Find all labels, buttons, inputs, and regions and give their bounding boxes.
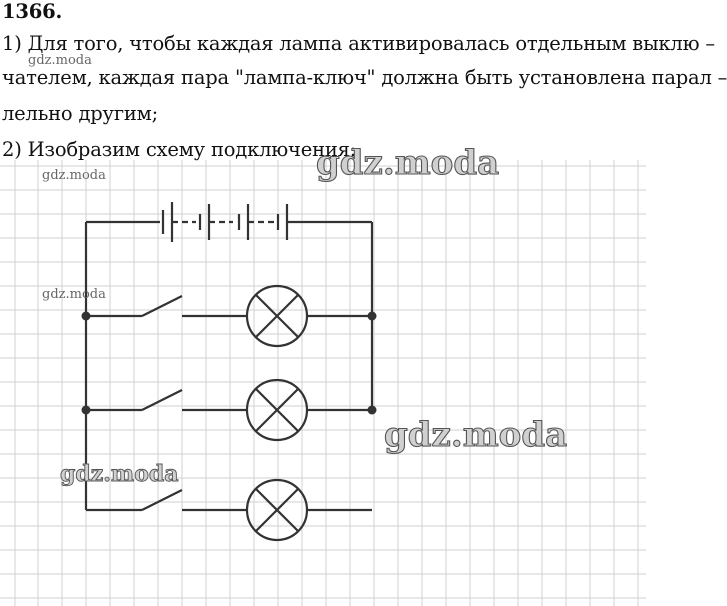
watermark-small-3: gdz.moda xyxy=(42,287,106,302)
switch-1 xyxy=(142,296,182,316)
problem-number: 1366. xyxy=(2,0,63,23)
junction-dot xyxy=(368,406,377,415)
branch-1 xyxy=(86,286,372,346)
grid xyxy=(0,160,646,606)
solution-line-1: 1) Для того, чтобы каждая лампа активировалась отдельным выклю – xyxy=(2,32,715,55)
junctions xyxy=(82,312,377,415)
solution-line-4: 2) Изобразим схему подключения: xyxy=(2,138,357,161)
branch-3 xyxy=(86,480,372,540)
junction-dot xyxy=(82,406,91,415)
solution-line-2: чателем, каждая пара "лампа-ключ" должна быть установлена парал – xyxy=(2,66,727,89)
watermark-small-1: gdz.moda xyxy=(28,53,92,68)
watermark-small-2: gdz.moda xyxy=(42,168,106,183)
watermark-mid-1: gdz.moda xyxy=(60,461,179,487)
switch-2 xyxy=(142,390,182,410)
watermark-big-2: gdz.moda xyxy=(384,415,568,455)
switch-3 xyxy=(142,490,182,510)
watermark-big-1: gdz.moda xyxy=(316,143,500,183)
solution-line-3: лельно другим; xyxy=(2,102,158,125)
branch-2 xyxy=(86,380,372,440)
junction-dot xyxy=(82,312,91,321)
battery xyxy=(86,202,372,242)
junction-dot xyxy=(368,312,377,321)
circuit xyxy=(86,202,372,540)
